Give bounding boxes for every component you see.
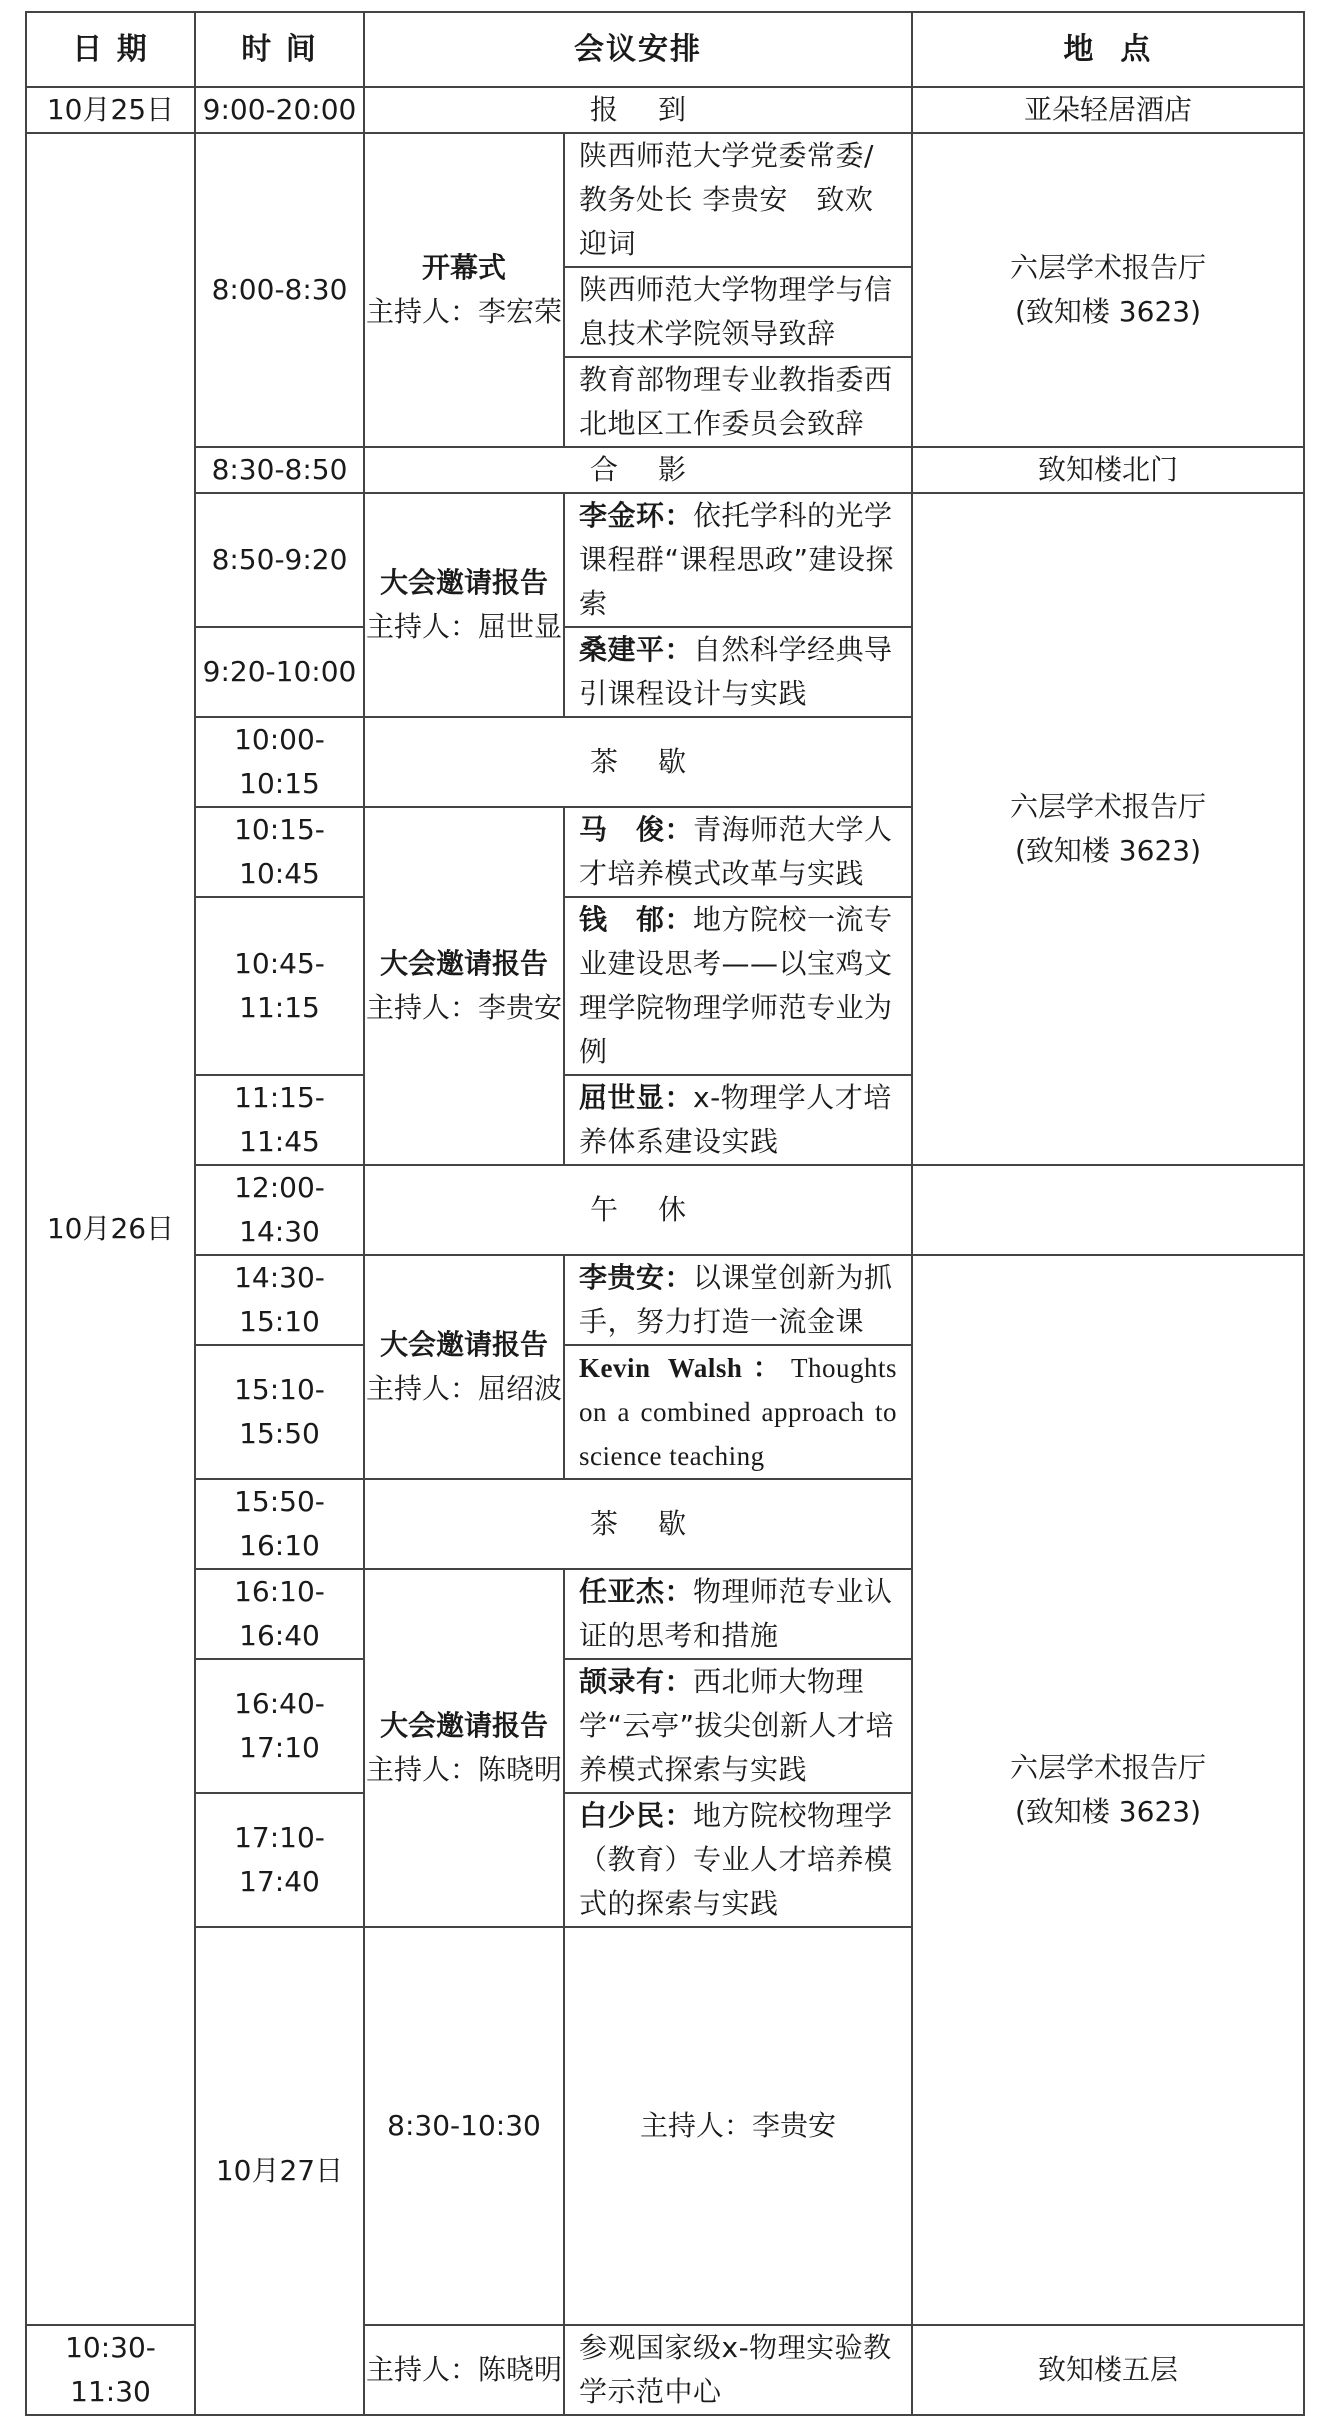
- break2-agenda: 茶歇: [364, 1479, 912, 1569]
- photo-agenda: 合影: [364, 447, 912, 493]
- break1-time: 10:00-10:15: [195, 717, 364, 807]
- session4-talk2: [564, 1659, 912, 1793]
- session1-header: [364, 493, 564, 717]
- session3-host: 主持人：屈绍波: [365, 1372, 562, 1405]
- opening-item-welcome: 陕西师范大学党委常委/教务处长 李贵安 致欢迎词: [564, 133, 912, 267]
- session1-talk2-topic: 自然科学经典导引课程设计与实践: [579, 633, 893, 710]
- break2-time: 15:50-16:10: [195, 1479, 364, 1569]
- session4-talk1-time: 16:10-16:40: [195, 1569, 364, 1659]
- opening-location-room: (致知楼 3623): [1014, 295, 1201, 328]
- session4-host: 主持人：陈晓明: [365, 1753, 562, 1786]
- session1-talk2-speaker: 桑建平：: [579, 633, 694, 666]
- day3-row2-host: 主持人：陈晓明: [364, 2325, 564, 2415]
- day1-time: 9:00-20:00: [195, 87, 364, 133]
- session3-talk1-time: 14:30-15:10: [195, 1255, 364, 1345]
- session4-talk1: [564, 1569, 912, 1659]
- day1-row: [26, 87, 1304, 133]
- session4-header: [364, 1569, 564, 1927]
- day1-location: 亚朵轻居酒店: [912, 87, 1304, 133]
- session1-host: 主持人：屈世显: [365, 610, 562, 643]
- break1-agenda: 茶歇: [364, 717, 912, 807]
- header-location: 地 点: [912, 12, 1304, 87]
- afternoon-location-name: 六层学术报告厅: [1009, 1751, 1206, 1784]
- day3-row1-time: 8:30-10:30: [364, 1927, 564, 2325]
- conference-schedule-table: [25, 11, 1305, 2416]
- opening-location: [912, 133, 1304, 447]
- session1-talk2: [564, 627, 912, 717]
- session1-row-1: [26, 493, 1304, 627]
- morning-location-room: (致知楼 3623): [1014, 834, 1201, 867]
- session2-title: 大会邀请报告: [379, 947, 548, 980]
- opening-row-1: [26, 133, 1304, 267]
- session4-talk1-speaker: 任亚杰：: [579, 1575, 694, 1608]
- session2-talk2-topic: 地方院校一流专业建设思考——以宝鸡文理学院物理学师范专业为例: [579, 903, 893, 1068]
- lunch-agenda: 午休: [364, 1165, 912, 1255]
- day2-date: 10月26日: [26, 133, 195, 2325]
- session4-talk3-time: 17:10-17:40: [195, 1793, 364, 1927]
- opening-title: 开幕式: [421, 251, 506, 284]
- session2-talk1: [564, 807, 912, 897]
- session3-talk1-speaker: 李贵安：: [579, 1261, 694, 1294]
- session4-talk3-topic: 地方院校物理学（教育）专业人才培养模式的探索与实践: [579, 1799, 893, 1920]
- day3-date: 10月27日: [195, 1927, 364, 2415]
- session4-talk3: [564, 1793, 912, 1927]
- session3-title: 大会邀请报告: [379, 1328, 548, 1361]
- opening-host: 主持人：李宏荣: [365, 295, 562, 328]
- session3-talk2-topic: Thoughts on a combined approach to science teaching: [579, 1353, 897, 1471]
- day3-row2-agenda: 参观国家级x-物理实验教学示范中心: [564, 2325, 912, 2415]
- session1-talk1: [564, 493, 912, 627]
- day3-row2-location: 致知楼五层: [912, 2325, 1304, 2415]
- session4-title: 大会邀请报告: [379, 1709, 548, 1742]
- session2-talk1-time: 10:15-10:45: [195, 807, 364, 897]
- session1-talk2-time: 9:20-10:00: [195, 627, 364, 717]
- session1-talk1-time: 8:50-9:20: [195, 493, 364, 627]
- session2-header: [364, 807, 564, 1165]
- header-agenda: 会议安排: [364, 12, 912, 87]
- opening-location-name: 六层学术报告厅: [1009, 251, 1206, 284]
- session2-talk3-topic: x-物理学人才培养体系建设实践: [579, 1081, 892, 1158]
- session3-header: [364, 1255, 564, 1479]
- session2-talk1-topic: 青海师范大学人才培养模式改革与实践: [579, 813, 893, 890]
- session2-talk2-speaker: 钱 郁：: [579, 903, 694, 936]
- photo-time: 8:30-8:50: [195, 447, 364, 493]
- photo-location: 致知楼北门: [912, 447, 1304, 493]
- session4-talk2-topic: 西北师大物理学“云亭”拔尖创新人才培养模式探索与实践: [579, 1665, 895, 1786]
- lunch-location: [912, 1165, 1304, 1255]
- session2-talk2: [564, 897, 912, 1075]
- opening-time: 8:00-8:30: [195, 133, 364, 447]
- morning-location: [912, 493, 1304, 1165]
- opening-item-committee: 教育部物理专业教指委西北地区工作委员会致辞: [564, 357, 912, 447]
- session4-talk3-speaker: 白少民：: [579, 1799, 694, 1832]
- lunch-time: 12:00-14:30: [195, 1165, 364, 1255]
- session3-talk1: [564, 1255, 912, 1345]
- day3-row1-host: 主持人：李贵安: [564, 1927, 912, 2325]
- header-time: 时 间: [195, 12, 364, 87]
- session2-host: 主持人：李贵安: [365, 991, 562, 1024]
- session2-talk3-speaker: 屈世显：: [579, 1081, 694, 1114]
- session2-talk1-speaker: 马 俊：: [579, 813, 694, 846]
- session3-talk2: [564, 1345, 912, 1479]
- header-row: [26, 12, 1304, 87]
- session4-talk1-topic: 物理师范专业认证的思考和措施: [579, 1575, 893, 1652]
- session3-talk1-topic: 以课堂创新为抓手，努力打造一流金课: [579, 1261, 893, 1338]
- session3-talk2-speaker: Kevin Walsh：: [579, 1353, 791, 1383]
- day1-agenda: 报到: [364, 87, 912, 133]
- header-date: 日 期: [26, 12, 195, 87]
- morning-location-name: 六层学术报告厅: [1009, 790, 1206, 823]
- day3-row2-time: 10:30-11:30: [26, 2325, 195, 2415]
- day1-date: 10月25日: [26, 87, 195, 133]
- session2-talk3-time: 11:15-11:45: [195, 1075, 364, 1165]
- session1-title: 大会邀请报告: [379, 566, 548, 599]
- session1-talk1-topic: 依托学科的光学课程群“课程思政”建设探索: [579, 499, 895, 620]
- afternoon-location: [912, 1255, 1304, 2325]
- afternoon-location-room: (致知楼 3623): [1014, 1795, 1201, 1828]
- session1-talk1-speaker: 李金环：: [579, 499, 694, 532]
- photo-row: [26, 447, 1304, 493]
- session3-row-1: [26, 1255, 1304, 1345]
- lunch-row: [26, 1165, 1304, 1255]
- session3-talk2-time: 15:10-15:50: [195, 1345, 364, 1479]
- session4-talk2-time: 16:40-17:10: [195, 1659, 364, 1793]
- session4-talk2-speaker: 颉录有：: [579, 1665, 694, 1698]
- opening-session: [364, 133, 564, 447]
- opening-item-college: 陕西师范大学物理学与信息技术学院领导致辞: [564, 267, 912, 357]
- session2-talk2-time: 10:45-11:15: [195, 897, 364, 1075]
- session2-talk3: [564, 1075, 912, 1165]
